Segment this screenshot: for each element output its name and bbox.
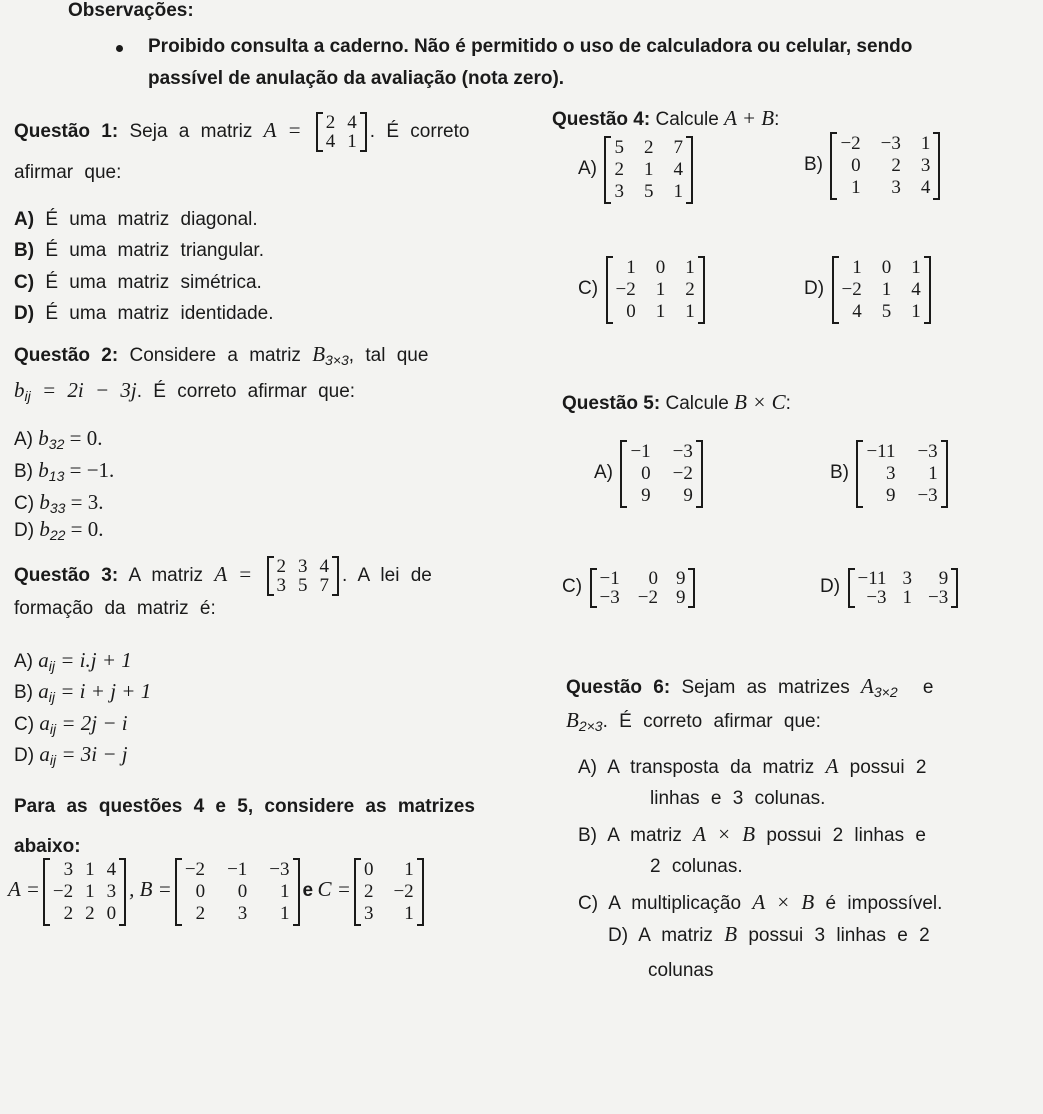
- matrix-cell: 2: [325, 112, 336, 133]
- matrix-c: [354, 858, 424, 926]
- matrix-cell: 2: [63, 903, 74, 924]
- matrix-cell: 9: [885, 485, 896, 506]
- q6-option-a-line2: linhas e 3 colunas.: [650, 788, 826, 809]
- matrix-cell: −2: [393, 881, 414, 902]
- matrix-cell: 5: [643, 181, 654, 202]
- matrix-cell: 7: [319, 575, 329, 596]
- matrix-cell: −3: [917, 441, 938, 462]
- matrix-cell: −3: [928, 587, 949, 608]
- q4-option-a[interactable]: A) 5 2 7 2 1 4 3 5 1: [578, 136, 696, 204]
- matrix-cell: 0: [851, 155, 861, 176]
- matrix-cell: 1: [280, 903, 290, 924]
- matrix-cell: 0: [641, 463, 651, 484]
- matrix-cell: 2: [276, 556, 286, 577]
- matrix-cell: −2: [615, 279, 636, 300]
- matrix-cell: 0: [655, 257, 666, 278]
- q1-option-b[interactable]: B) É uma matriz triangular.: [14, 240, 264, 261]
- matrix-cell: 3: [891, 177, 901, 198]
- matrix-cell: 4: [319, 556, 329, 577]
- matrix-cell: 5: [298, 575, 308, 596]
- matrix-a: [43, 858, 126, 926]
- q1-statement: Questão 1: Seja a matriz A = 2 4 4 1 . É correto: [14, 112, 470, 152]
- q4-option-c[interactable]: C) 1 0 1 −2 1 2 0 1 1: [578, 256, 708, 324]
- matrix-cell: 2: [195, 903, 206, 924]
- matrix-cell: −3: [269, 859, 290, 880]
- matrix-cell: 0: [363, 859, 374, 880]
- q5-option-a[interactable]: A) −1 −3 0 −2 9 9: [594, 440, 706, 508]
- matrix-cell: 9: [675, 587, 686, 608]
- q1-label: Questão 1:: [14, 121, 119, 143]
- matrix-cell: −3: [672, 441, 693, 462]
- matrix-cell: −2: [841, 279, 862, 300]
- matrix-cell: 0: [648, 568, 658, 589]
- matrix-cell: −2: [672, 463, 693, 484]
- q4-option-b[interactable]: B) −2 −3 1 0 2 3 1 3 4: [804, 132, 943, 200]
- q2-formula: $b_{ij} = 2i - 3j$. É correto afirmar que:: [14, 378, 356, 404]
- matrix-cell: 3: [63, 859, 74, 880]
- matrix-cell: 1: [852, 257, 862, 278]
- matrix-cell: −2: [184, 859, 206, 880]
- header-title: Observações:: [68, 0, 194, 21]
- matrix-cell: 4: [920, 177, 931, 198]
- q1-option-d[interactable]: D) É uma matriz identidade.: [14, 303, 274, 324]
- q2-option-d[interactable]: D) $b_{22} = 0$.: [14, 517, 104, 543]
- q1-option-a[interactable]: A) É uma matriz diagonal.: [14, 209, 258, 230]
- q5-option-c[interactable]: C) −1 0 9 −3 −2 9: [562, 568, 698, 608]
- q1-var: A =: [263, 118, 302, 143]
- matrix-cell: 1: [911, 257, 921, 278]
- q1-matrix: [316, 112, 367, 152]
- matrix-cell: 7: [673, 137, 683, 158]
- matrix-cell: 1: [404, 859, 414, 880]
- matrix-cell: 3: [237, 903, 248, 924]
- matrix-cell: 3: [363, 903, 374, 924]
- matrix-cell: 2: [891, 155, 901, 176]
- matrix-cell: 5: [614, 137, 624, 158]
- matrix-cell: 0: [237, 881, 248, 902]
- q3-statement-2: formação da matriz é:: [14, 598, 216, 619]
- matrix-cell: 1: [85, 881, 95, 902]
- q4-option-d[interactable]: D) 1 0 1 −2 1 4 4 5 1: [804, 256, 934, 324]
- q6-option-d-line2: colunas: [648, 960, 714, 981]
- matrix-cell: 3: [614, 181, 624, 202]
- q3-statement: Questão 3: A matriz A = 2 3 4 3 5 7 . A lei de: [14, 556, 432, 596]
- q45-intro: Para as questões 4 e 5, considere as matrizes: [14, 796, 475, 817]
- matrix-cell: 1: [920, 133, 931, 154]
- matrix-cell: 9: [938, 568, 949, 589]
- matrix-cell: 1: [655, 279, 666, 300]
- matrix-cell: 0: [626, 301, 636, 322]
- matrix-cell: 9: [641, 485, 651, 506]
- q2-option-b[interactable]: B) $b_{13} = -1$.: [14, 458, 115, 484]
- matrix-cell: 3: [276, 575, 286, 596]
- matrix-cell: −11: [857, 568, 887, 589]
- q1-statement-2: afirmar que:: [14, 162, 122, 183]
- q5-statement: Questão 5: Calcule B × C:: [562, 390, 791, 414]
- q6-statement: Questão 6: Sejam as matrizes $A_{3\times 2}$ e: [566, 674, 934, 700]
- matrix-cell: 2: [363, 881, 374, 902]
- matrix-cell: −2: [52, 881, 74, 902]
- q6-option-b[interactable]: B) A matriz A × B possui 2 linhas e: [578, 822, 926, 846]
- matrix-cell: −11: [866, 441, 896, 462]
- matrix-cell: −1: [599, 568, 620, 589]
- matrix-cell: 3: [298, 556, 308, 577]
- matrix-cell: 1: [685, 301, 695, 322]
- matrix-cell: 1: [347, 131, 357, 152]
- matrix-cell: 3: [902, 568, 913, 589]
- matrix-cell: −3: [880, 133, 901, 154]
- q2-option-c[interactable]: C) $b_{33} = 3$.: [14, 490, 104, 516]
- q3-option-c[interactable]: C) $a_{ij} = 2j - i$: [14, 711, 128, 737]
- matrix-cell: 5: [881, 301, 892, 322]
- q3-matrix: [267, 556, 340, 596]
- q4-statement: Questão 4: Calcule A + B:: [552, 106, 780, 130]
- matrix-cell: 0: [195, 881, 206, 902]
- matrix-cell: 4: [106, 859, 117, 880]
- q6-option-a[interactable]: A) A transposta da matriz A possui 2: [578, 754, 927, 778]
- q5-option-d[interactable]: D) −11 3 9 −3 1 −3: [820, 568, 961, 608]
- matrix-cell: 1: [85, 859, 95, 880]
- matrix-cell: −3: [599, 587, 620, 608]
- q3-option-d[interactable]: D) $a_{ij} = 3i - j$: [14, 742, 128, 768]
- matrix-cell: 1: [673, 181, 683, 202]
- matrix-cell: 1: [902, 587, 913, 608]
- matrix-cell: 2: [85, 903, 95, 924]
- matrix-cell: 0: [881, 257, 892, 278]
- matrix-cell: 1: [643, 159, 654, 180]
- matrix-cell: −2: [840, 133, 861, 154]
- q6-statement-2: $B_{2\times 3}$. É correto afirmar que:: [566, 708, 821, 734]
- q5-option-b[interactable]: B) −11 −3 3 1 9 −3: [830, 440, 951, 508]
- q45-matrices: A = 3 1 4 −2 1 3 2 2 0 , B = −2 −1 −3 0 0 1 2 3 1 e C = 0 1 2 −2 3 1: [8, 858, 427, 926]
- matrix-cell: 4: [911, 279, 921, 300]
- matrix-cell: 1: [655, 301, 666, 322]
- matrix-cell: 9: [683, 485, 693, 506]
- matrix-cell: 9: [675, 568, 686, 589]
- matrix-cell: 2: [614, 159, 624, 180]
- matrix-cell: 2: [643, 137, 654, 158]
- matrix-cell: −3: [866, 587, 887, 608]
- matrix-cell: 4: [347, 112, 357, 133]
- q3-option-a[interactable]: A) $a_{ij} = i.j + 1$: [14, 648, 132, 674]
- q6-option-d[interactable]: D) A matriz B possui 3 linhas e 2: [608, 922, 930, 946]
- matrix-cell: 1: [928, 463, 938, 484]
- q2-statement: Questão 2: Considere a matriz $B_{3\times 3}$, tal que: [14, 342, 429, 368]
- matrix-cell: 4: [325, 131, 336, 152]
- matrix-cell: 1: [626, 257, 636, 278]
- matrix-cell: 4: [852, 301, 862, 322]
- matrix-b: [175, 858, 300, 926]
- q2-option-a[interactable]: A) $b_{32} = 0$.: [14, 426, 103, 452]
- matrix-cell: 4: [673, 159, 683, 180]
- matrix-cell: 1: [280, 881, 290, 902]
- q3-option-b[interactable]: B) $a_{ij} = i + j + 1$: [14, 679, 152, 705]
- matrix-cell: 1: [685, 257, 695, 278]
- matrix-cell: −1: [630, 441, 651, 462]
- matrix-cell: 1: [851, 177, 861, 198]
- matrix-cell: 1: [881, 279, 892, 300]
- q45-intro-2: abaixo:: [14, 836, 81, 857]
- matrix-cell: 3: [885, 463, 896, 484]
- matrix-cell: 3: [920, 155, 931, 176]
- bullet-icon: [116, 45, 123, 52]
- matrix-cell: 1: [911, 301, 921, 322]
- q6-option-c[interactable]: C) A multiplicação A × B é impossível.: [578, 890, 943, 914]
- matrix-cell: 1: [404, 903, 414, 924]
- matrix-cell: 0: [106, 903, 117, 924]
- q6-option-b-line2: 2 colunas.: [650, 856, 743, 877]
- matrix-cell: −1: [227, 859, 248, 880]
- notice-line-2: passível de anulação da avaliação (nota zero).: [148, 68, 565, 89]
- matrix-cell: −3: [917, 485, 938, 506]
- matrix-cell: −2: [637, 587, 658, 608]
- notice-line-1: Proibido consulta a caderno. Não é permitido o uso de calculadora ou celular, sendo: [148, 36, 913, 57]
- matrix-cell: 2: [685, 279, 695, 300]
- matrix-cell: 3: [106, 881, 117, 902]
- q1-option-c[interactable]: C) É uma matriz simétrica.: [14, 272, 262, 293]
